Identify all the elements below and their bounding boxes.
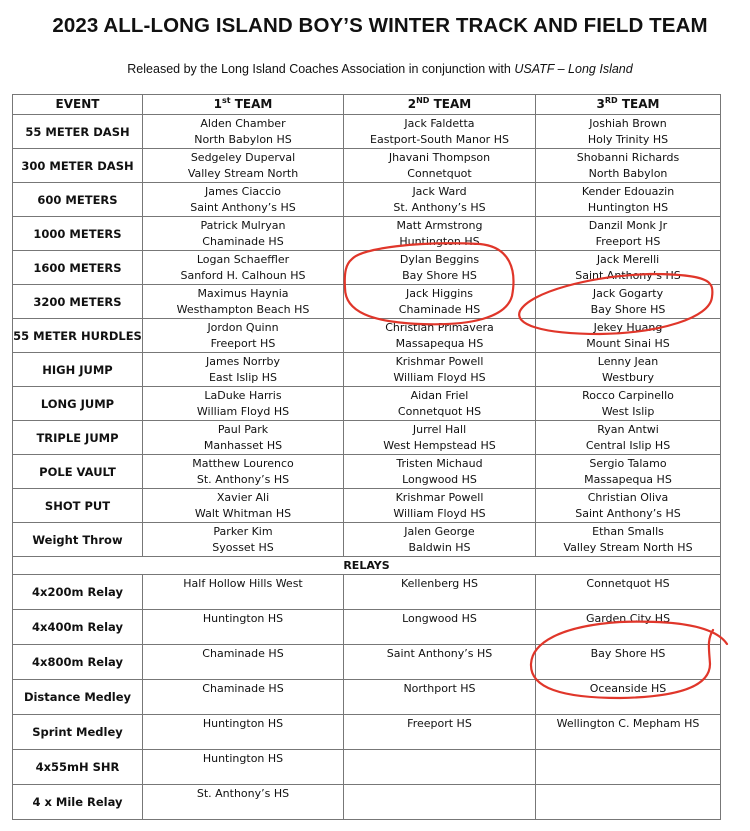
athlete-school: Massapequa HS <box>584 472 672 486</box>
athlete-school: Huntington HS <box>399 234 480 248</box>
relay-team1-cell: Half Hollow Hills West <box>143 575 344 610</box>
relay-team1-cell: Huntington HS <box>143 610 344 645</box>
athlete-name: Jurrel Hall <box>412 422 467 436</box>
athlete-name: Jalen George <box>404 524 475 538</box>
relay-team2-cell: Saint Anthony’s HS <box>344 645 536 680</box>
athlete-name: Jack Faldetta <box>404 116 475 130</box>
athlete-school: Massapequa HS <box>395 336 484 350</box>
team2-cell <box>344 183 536 217</box>
athlete-school: Chaminade HS <box>202 234 284 248</box>
team1-cell <box>143 421 344 455</box>
team2-cell <box>344 319 536 353</box>
event-row <box>13 149 721 183</box>
event-name: SHOT PUT <box>13 489 143 523</box>
athlete-name: Jack Merelli <box>596 252 660 266</box>
athlete-school: Valley Stream North <box>187 166 299 180</box>
athlete-school: Freeport HS <box>210 336 276 350</box>
relay-team2-cell: Freeport HS <box>344 715 536 750</box>
subtitle-prefix: Released by the Long Island Coaches Association in conjunction with <box>127 62 515 76</box>
athlete-school: St. Anthony’s HS <box>393 200 486 214</box>
team1-cell <box>143 149 344 183</box>
relay-team3-cell: Wellington C. Mepham HS <box>536 715 721 750</box>
team3-cell <box>536 285 721 319</box>
team2-superscript: ND <box>416 96 430 105</box>
athlete-name: Christian Primavera <box>385 320 494 334</box>
team3-cell <box>536 421 721 455</box>
athlete-school: Saint Anthony’s HS <box>190 200 296 214</box>
relay-team3-cell <box>536 750 721 785</box>
team3-cell <box>536 183 721 217</box>
team1-number: 1 <box>213 97 222 111</box>
athlete-name: Kender Edouazin <box>581 184 675 198</box>
athlete-school: Eastport-South Manor HS <box>370 132 509 146</box>
athlete-school: Holy Trinity HS <box>587 132 669 146</box>
relay-event-name: 4x800m Relay <box>13 645 143 680</box>
event-name: POLE VAULT <box>13 455 143 489</box>
athlete-name: Jordon Quinn <box>207 320 279 334</box>
athlete-name: Rocco Carpinello <box>582 388 674 402</box>
event-name: 55 METER HURDLES <box>13 319 143 353</box>
athlete-name: Aidan Friel <box>410 388 469 402</box>
team1-cell <box>143 489 344 523</box>
athlete-school: West Hempstead HS <box>383 438 496 452</box>
athlete-name: Jack Higgins <box>406 286 473 300</box>
relay-row <box>13 750 721 785</box>
relay-event-name: Distance Medley <box>13 680 143 715</box>
team3-superscript: RD <box>604 96 618 105</box>
event-name: 1000 METERS <box>13 217 143 251</box>
relay-team3-cell: Connetquot HS <box>536 575 721 610</box>
relay-team3-cell <box>536 785 721 820</box>
table-header-row <box>13 95 721 115</box>
athlete-school: Connetquot <box>407 166 472 180</box>
athlete-name: Ethan Smalls <box>592 524 664 538</box>
relay-team2-cell: Kellenberg HS <box>344 575 536 610</box>
team1-cell <box>143 455 344 489</box>
athlete-name: Matt Armstrong <box>396 218 483 232</box>
team2-cell <box>344 115 536 149</box>
team3-number: 3 <box>596 97 605 111</box>
athlete-school: Saint Anthony’s HS <box>575 268 681 282</box>
athlete-name: Shobanni Richards <box>576 150 680 164</box>
relay-team1-cell: Chaminade HS <box>143 645 344 680</box>
athlete-name: James Ciaccio <box>204 184 282 198</box>
event-row <box>13 353 721 387</box>
relay-team3-cell: Oceanside HS <box>536 680 721 715</box>
team3-cell <box>536 115 721 149</box>
event-row <box>13 183 721 217</box>
document-title: 2023 ALL-LONG ISLAND BOY’S WINTER TRACK AND FIELD TEAM <box>52 14 708 37</box>
team1-cell <box>143 353 344 387</box>
athlete-school: Connetquot HS <box>397 404 482 418</box>
event-row <box>13 319 721 353</box>
team1-cell <box>143 251 344 285</box>
team1-superscript: st <box>221 96 231 105</box>
athlete-school: North Babylon HS <box>194 132 292 146</box>
event-row <box>13 489 721 523</box>
relays-section-label: RELAYS <box>13 557 721 575</box>
athlete-school: Bay Shore HS <box>590 302 666 316</box>
team3-word: TEAM <box>621 97 660 111</box>
document-subtitle <box>0 62 750 76</box>
event-name: 600 METERS <box>13 183 143 217</box>
event-name: HIGH JUMP <box>13 353 143 387</box>
relay-row <box>13 645 721 680</box>
relay-team3-cell: Bay Shore HS <box>536 645 721 680</box>
individual-events-body <box>13 115 721 557</box>
athlete-school: Walt Whitman HS <box>194 506 292 520</box>
event-name: TRIPLE JUMP <box>13 421 143 455</box>
athlete-school: North Babylon <box>588 166 668 180</box>
athlete-school: Chaminade HS <box>398 302 481 316</box>
event-name: 55 METER DASH <box>13 115 143 149</box>
team2-word: TEAM <box>433 97 472 111</box>
relay-team3-cell: Garden City HS <box>536 610 721 645</box>
athlete-name: Jack Gogarty <box>592 286 664 300</box>
event-name: Weight Throw <box>13 523 143 557</box>
team1-cell <box>143 387 344 421</box>
event-row <box>13 455 721 489</box>
relay-row <box>13 575 721 610</box>
event-row <box>13 523 721 557</box>
relay-team1-cell: Chaminade HS <box>143 680 344 715</box>
athlete-name: Logan Schaeffler <box>196 252 290 266</box>
event-row <box>13 217 721 251</box>
athlete-school: Manhasset HS <box>203 438 283 452</box>
team1-cell <box>143 319 344 353</box>
relay-event-name: 4x55mH SHR <box>13 750 143 785</box>
team2-cell <box>344 217 536 251</box>
team2-cell <box>344 251 536 285</box>
event-name: LONG JUMP <box>13 387 143 421</box>
event-name: 1600 METERS <box>13 251 143 285</box>
relay-event-name: 4 x Mile Relay <box>13 785 143 820</box>
athlete-school: West Islip <box>601 404 655 418</box>
athlete-name: Lenny Jean <box>597 354 659 368</box>
event-row <box>13 387 721 421</box>
athlete-school: William Floyd HS <box>393 506 486 520</box>
athlete-school: Central Islip HS <box>585 438 671 452</box>
relay-event-name: Sprint Medley <box>13 715 143 750</box>
athlete-school: Saint Anthony’s HS <box>575 506 681 520</box>
team3-cell <box>536 387 721 421</box>
athlete-school: Huntington HS <box>587 200 669 214</box>
team3-cell <box>536 353 721 387</box>
relay-team2-cell: Northport HS <box>344 680 536 715</box>
relay-row <box>13 715 721 750</box>
team1-cell <box>143 217 344 251</box>
event-row <box>13 285 721 319</box>
team1-cell <box>143 523 344 557</box>
team2-cell <box>344 421 536 455</box>
team2-cell <box>344 489 536 523</box>
athlete-school: William Floyd HS <box>393 370 486 384</box>
team3-cell <box>536 489 721 523</box>
event-name: 3200 METERS <box>13 285 143 319</box>
athlete-school: Baldwin HS <box>408 540 471 554</box>
athlete-name: Ryan Antwi <box>597 422 659 436</box>
athlete-name: Christian Oliva <box>587 490 669 504</box>
team1-word: TEAM <box>234 97 273 111</box>
athlete-name: Paul Park <box>217 422 269 436</box>
team3-cell <box>536 149 721 183</box>
team3-cell <box>536 523 721 557</box>
team2-cell <box>344 523 536 557</box>
athlete-school: Longwood HS <box>402 472 477 486</box>
relay-team2-cell <box>344 750 536 785</box>
team2-cell <box>344 455 536 489</box>
athlete-name: Alden Chamber <box>200 116 286 130</box>
athlete-name: Xavier Ali <box>216 490 270 504</box>
athlete-name: Parker Kim <box>213 524 273 538</box>
athlete-name: Maximus Haynia <box>197 286 289 300</box>
team1-cell <box>143 285 344 319</box>
athlete-school: Sanford H. Calhoun HS <box>180 268 306 282</box>
athlete-name: Tristen Michaud <box>396 456 483 470</box>
second-team-column-header <box>344 95 536 115</box>
athlete-name: Sergio Talamo <box>589 456 667 470</box>
athlete-name: Jack Ward <box>412 184 467 198</box>
athlete-school: St. Anthony’s HS <box>196 472 290 486</box>
team2-number: 2 <box>407 97 417 111</box>
relay-team2-cell <box>344 785 536 820</box>
results-table <box>12 94 721 820</box>
team2-cell <box>344 149 536 183</box>
relay-team1-cell: Huntington HS <box>143 715 344 750</box>
team2-cell <box>344 353 536 387</box>
relays-section-row <box>13 557 721 575</box>
event-row <box>13 421 721 455</box>
relay-events-body <box>13 557 721 820</box>
athlete-school: William Floyd HS <box>196 404 290 418</box>
team3-cell <box>536 455 721 489</box>
event-row <box>13 251 721 285</box>
athlete-name: Danzil Monk Jr <box>588 218 668 232</box>
athlete-school: Syosset HS <box>212 540 274 554</box>
event-row <box>13 115 721 149</box>
relay-team1-cell: St. Anthony’s HS <box>143 785 344 820</box>
athlete-school: Valley Stream North HS <box>563 540 693 554</box>
team3-cell <box>536 217 721 251</box>
athlete-name: Sedgeley Duperval <box>190 150 296 164</box>
athlete-name: James Norrby <box>206 354 280 368</box>
athlete-school: Westhampton Beach HS <box>176 302 310 316</box>
athlete-name: Patrick Mulryan <box>200 218 286 232</box>
relay-row <box>13 610 721 645</box>
athlete-name: Krishmar Powell <box>395 490 484 504</box>
team2-cell <box>344 387 536 421</box>
team3-cell <box>536 319 721 353</box>
athlete-school: Freeport HS <box>595 234 661 248</box>
athlete-name: Krishmar Powell <box>395 354 484 368</box>
athlete-name: Jekey Huang <box>593 320 663 334</box>
athlete-name: Dylan Beggins <box>399 252 480 266</box>
athlete-name: LaDuke Harris <box>204 388 282 402</box>
first-team-column-header <box>143 95 344 115</box>
relay-team1-cell: Huntington HS <box>143 750 344 785</box>
athlete-name: Joshiah Brown <box>589 116 667 130</box>
relay-team2-cell: Longwood HS <box>344 610 536 645</box>
third-team-column-header <box>536 95 721 115</box>
team3-cell <box>536 251 721 285</box>
relay-event-name: 4x400m Relay <box>13 610 143 645</box>
athlete-school: East Islip HS <box>208 370 278 384</box>
team2-cell <box>344 285 536 319</box>
event-column-header: EVENT <box>13 95 143 115</box>
event-name: 300 METER DASH <box>13 149 143 183</box>
athlete-school: Mount Sinai HS <box>586 336 670 350</box>
athlete-school: Westbury <box>601 370 655 384</box>
relay-row <box>13 785 721 820</box>
subtitle-organization: USATF – Long Island <box>514 62 633 76</box>
athlete-name: Matthew Lourenco <box>192 456 294 470</box>
athlete-school: Bay Shore HS <box>402 268 477 282</box>
relay-row <box>13 680 721 715</box>
athlete-name: Jhavani Thompson <box>388 150 491 164</box>
team1-cell <box>143 183 344 217</box>
team1-cell <box>143 115 344 149</box>
relay-event-name: 4x200m Relay <box>13 575 143 610</box>
